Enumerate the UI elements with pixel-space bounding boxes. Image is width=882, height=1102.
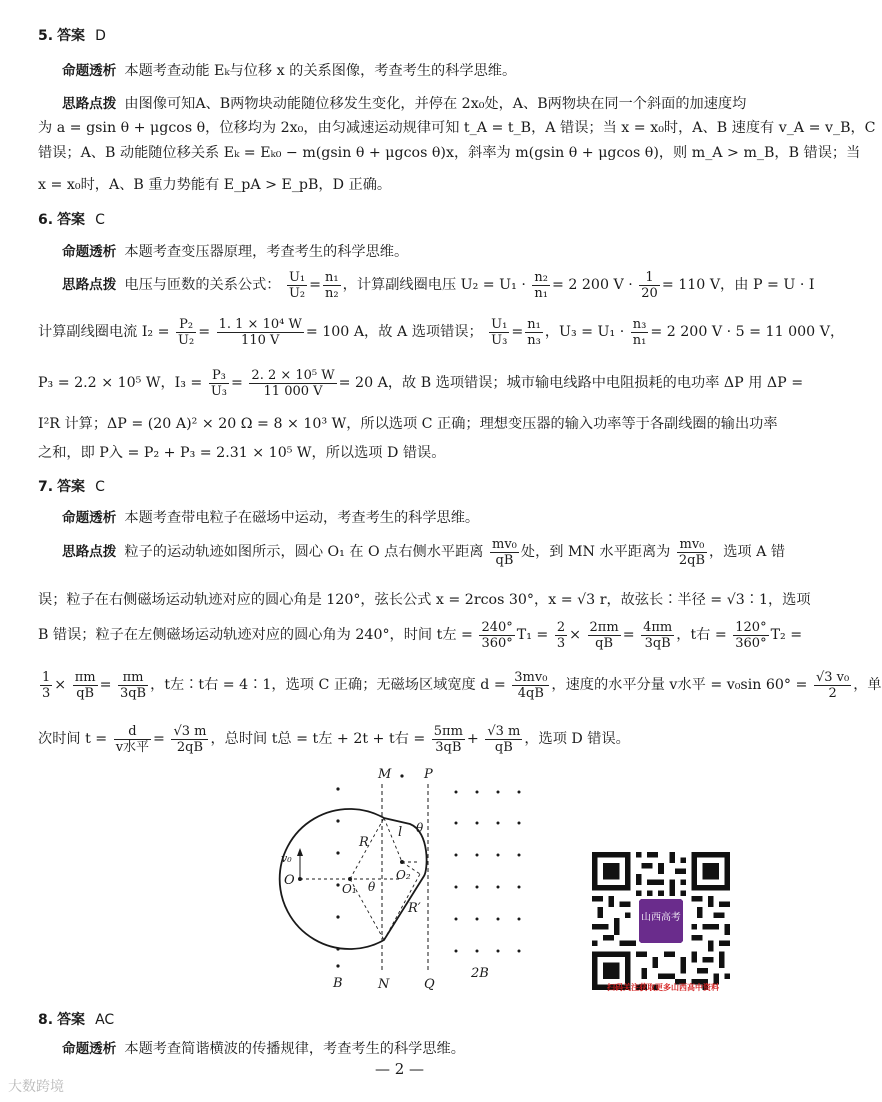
label-theta-center: θ [368, 880, 376, 894]
arrow-head-icon [297, 848, 303, 856]
q7-answer: 7. 答案 C [38, 479, 105, 495]
fraction: $\frac{\text{n₃}}{\text{n₁}}$ [632, 316, 647, 348]
q5-analysis: 命题透析 本题考查动能 Eₖ与位移 x 的关系图像，考查考生的科学思维。 [62, 63, 517, 79]
q8-analysis: 命题透析 本题考查简谐横波的传播规律，考查考生的科学思维。 [62, 1041, 465, 1057]
label-v0: v₀ [281, 852, 292, 865]
fraction: $\frac{\text{P₂}}{\text{U₂}}$ [178, 316, 195, 348]
label-N: N [378, 977, 390, 992]
fraction: $\frac{\text{n₁}}{\text{n₃}}$ [527, 316, 541, 348]
q7-line3: B 错误；粒子在左侧磁场运动轨迹对应的圆心角为 240°，时间 t左 = $\frac{240^\circ}{360^\circ}$ T₁ = $\frac{2}{3}$ × $\frac{2\pi m}{qB}$ = $\frac{4\pi m}{3qB}$ ，t右 = $\frac{120^\circ}{360^\circ}$ T₂ = [38, 619, 803, 651]
point-O2 [400, 860, 404, 864]
fraction: $\frac{5\pi m}{3qB}$ [433, 723, 463, 755]
q6-line4: I²R 计算；ΔP = (20 A)² × 20 Ω = 8 × 10³ W，所以选项 C 正确；理想变压器的输入功率等于各副线圈的输出功率 [38, 416, 778, 432]
label-M: M [378, 767, 392, 782]
fraction: $\frac{\text{n₂}}{\text{n₁}}$ [534, 269, 548, 301]
page-number: — 2 — [374, 1060, 425, 1078]
fraction: $\frac{120^\circ}{360^\circ}$ [735, 619, 767, 651]
fraction: $\frac{4\pi m}{3qB}$ [643, 619, 673, 651]
q5-line3: 错误；A、B 动能随位移关系 Eₖ = Eₖ₀ − m(gsin θ + μgcos θ)x，斜率为 m(gsin θ + μgcos θ)，则 m_A > m_B，B 错误；当 [38, 145, 861, 161]
fraction: $\frac{\text{mv₀}}{2qB}$ [678, 536, 706, 568]
fraction: $\frac{\pi m}{qB}$ [74, 669, 96, 701]
field-dots-right [455, 791, 521, 953]
fraction: $\frac{\text{P₃}}{\text{U₃}}$ [210, 367, 228, 399]
q6-line1: 思路点拨 电压与匝数的关系公式： $\frac{\text{U₁}}{\text{U₂}}$ = $\frac{\text{n₁}}{\text{n₂}}$ ，计算副线圈电压 U₂ = U₁ · $\frac{\text{n₂}}{\text{n₁}}$ = 2 200 V · $\frac{1}{20}$ = 110 V，由 P = U · I [62, 269, 815, 301]
fraction: $\frac{\text{√3 v₀}}{2}$ [815, 669, 850, 701]
label-O2: O₂ [396, 868, 411, 882]
label-R-prime: R′ [408, 901, 421, 916]
fraction: $\frac{\text{U₁}}{\text{U₃}}$ [491, 316, 508, 348]
point-O1 [348, 877, 352, 881]
point-O [298, 877, 302, 881]
fraction: $\frac{√3 m}{qB}$ [487, 723, 521, 755]
qr-logo-text: 山西高考 [641, 911, 681, 923]
particle-trajectory-diagram [270, 762, 540, 1000]
label-B: B [333, 976, 343, 991]
q5-line1: 思路点拨 由图像可知A、B两物块动能随位移发生变化，并停在 2x₀处，A、B两物块在同一个斜面的加速度均 [62, 96, 747, 112]
label-theta-top: θ [416, 821, 424, 835]
q6-line2: 计算副线圈电流 I₂ = $\frac{\text{P₂}}{\text{U₂}}$ = $\frac{\text{1. 1 × 10⁴ W}}{110 V}$ = 100 A，故 A 选项错误； $\frac{\text{U₁}}{\text{U₃}}$ = $\frac{\text{n₁}}{\text{n₃}}$ ，U₃ = U₁ · $\frac{\text{n₃}}{\text{n₁}}$ = 2 200 V · 5 = 11 000 V， [38, 316, 845, 348]
q7-line4: $\frac{1}{3}$ × $\frac{\pi m}{qB}$ = $\frac{\pi m}{3qB}$ ，t左∶t右 = 4∶1，选项 C 正确；无磁场区域宽度 d = $\frac{\text{3mv₀}}{4qB}$ ，速度的水平分量 v水平 = v₀sin 60° = $\frac{\text{√3 v₀}}{2}$ ，单 [42, 669, 882, 701]
label-O1: O₁ [342, 882, 357, 896]
fraction: $\frac{\text{1. 1 × 10⁴ W}}{110 V}$ [218, 316, 302, 348]
fraction: $\frac{1}{3}$ [42, 669, 51, 701]
fraction: $\frac{d}{\text{v水平}}$ [115, 723, 150, 755]
q8-answer: 8. 答案 AC [38, 1012, 115, 1028]
field-dots-left [336, 774, 403, 967]
watermark: 大数跨境 [8, 1079, 64, 1095]
label-2B: 2B [471, 966, 489, 981]
q5-answer: 5. 答案 D [38, 28, 106, 44]
q7-analysis: 命题透析 本题考查带电粒子在磁场中运动，考查考生的科学思维。 [62, 510, 480, 526]
fraction: $\frac{\text{2. 2 × 10⁵ W}}{11 000 V}$ [251, 367, 335, 399]
q6-line3: P₃ = 2.2 × 10⁵ W，I₃ = $\frac{\text{P₃}}{\text{U₃}}$ = $\frac{\text{2. 2 × 10⁵ W}}{11 000 V}$ = 20 A，故 B 选项错误；城市输电线路中电阻损耗的电功率 ΔP 用 ΔP = [38, 367, 804, 399]
fraction: $\frac{2\pi m}{qB}$ [589, 619, 619, 651]
label-Q: Q [424, 977, 435, 992]
q7-line5: 次时间 t = $\frac{d}{\text{v水平}}$ = $\frac{√3 m}{2qB}$ ，总时间 t总 = t左 + 2t + t右 = $\frac{5\pi m}{3qB}$ + $\frac{√3 m}{qB}$ ，选项 D 错误。 [38, 723, 630, 755]
q5-line2: 为 a = gsin θ + μgcos θ，位移均为 2x₀，由匀减速运动规律可知 t_A = t_B，A 错误；当 x = x₀时，A、B 速度有 v_A = v_B，C [38, 120, 876, 136]
fraction: $\frac{1}{20}$ [641, 269, 658, 301]
q7-line2: 误；粒子在右侧磁场运动轨迹对应的圆心角是 120°，弦长公式 x = 2rcos 30°，x = √3 r，故弦长∶半径 = √3∶1，选项 [38, 592, 811, 608]
fraction: $\frac{2}{3}$ [556, 619, 566, 651]
q6-analysis: 命题透析 本题考查变压器原理，考查考生的科学思维。 [62, 244, 409, 260]
fraction: $\frac{\pi m}{3qB}$ [119, 669, 147, 701]
qr-caption: 扫码关注获取更多山西高中资料 [607, 983, 719, 992]
fraction: $\frac{\text{n₁}}{\text{n₂}}$ [325, 269, 339, 301]
q6-answer: 6. 答案 C [38, 212, 105, 228]
qr-code[interactable] [592, 852, 730, 990]
fraction: $\frac{\text{mv₀}}{qB}$ [492, 536, 517, 568]
q7-line1: 思路点拨 粒子的运动轨迹如图所示，圆心 O₁ 在 O 点右侧水平距离 $\frac{\text{mv₀}}{qB}$ 处，到 MN 水平距离为 $\frac{\text{mv₀}}{2qB}$ ，选项 A 错 [62, 536, 786, 568]
label-P: P [424, 767, 433, 782]
q5-line4: x = x₀时，A、B 重力势能有 E_pA > E_pB，D 正确。 [38, 177, 392, 193]
fraction: $\frac{√3 m}{2qB}$ [173, 723, 207, 755]
q6-line5: 之和，即 P入 = P₂ + P₃ = 2.31 × 10⁵ W，所以选项 D 错误。 [38, 445, 446, 461]
label-R: R [359, 835, 369, 850]
fraction: $\frac{\text{3mv₀}}{4qB}$ [514, 669, 548, 701]
label-O: O [284, 873, 295, 888]
fraction: $\frac{240^\circ}{360^\circ}$ [481, 619, 513, 651]
fraction: $\frac{\text{U₁}}{\text{U₂}}$ [288, 269, 306, 301]
label-l: l [398, 825, 403, 840]
